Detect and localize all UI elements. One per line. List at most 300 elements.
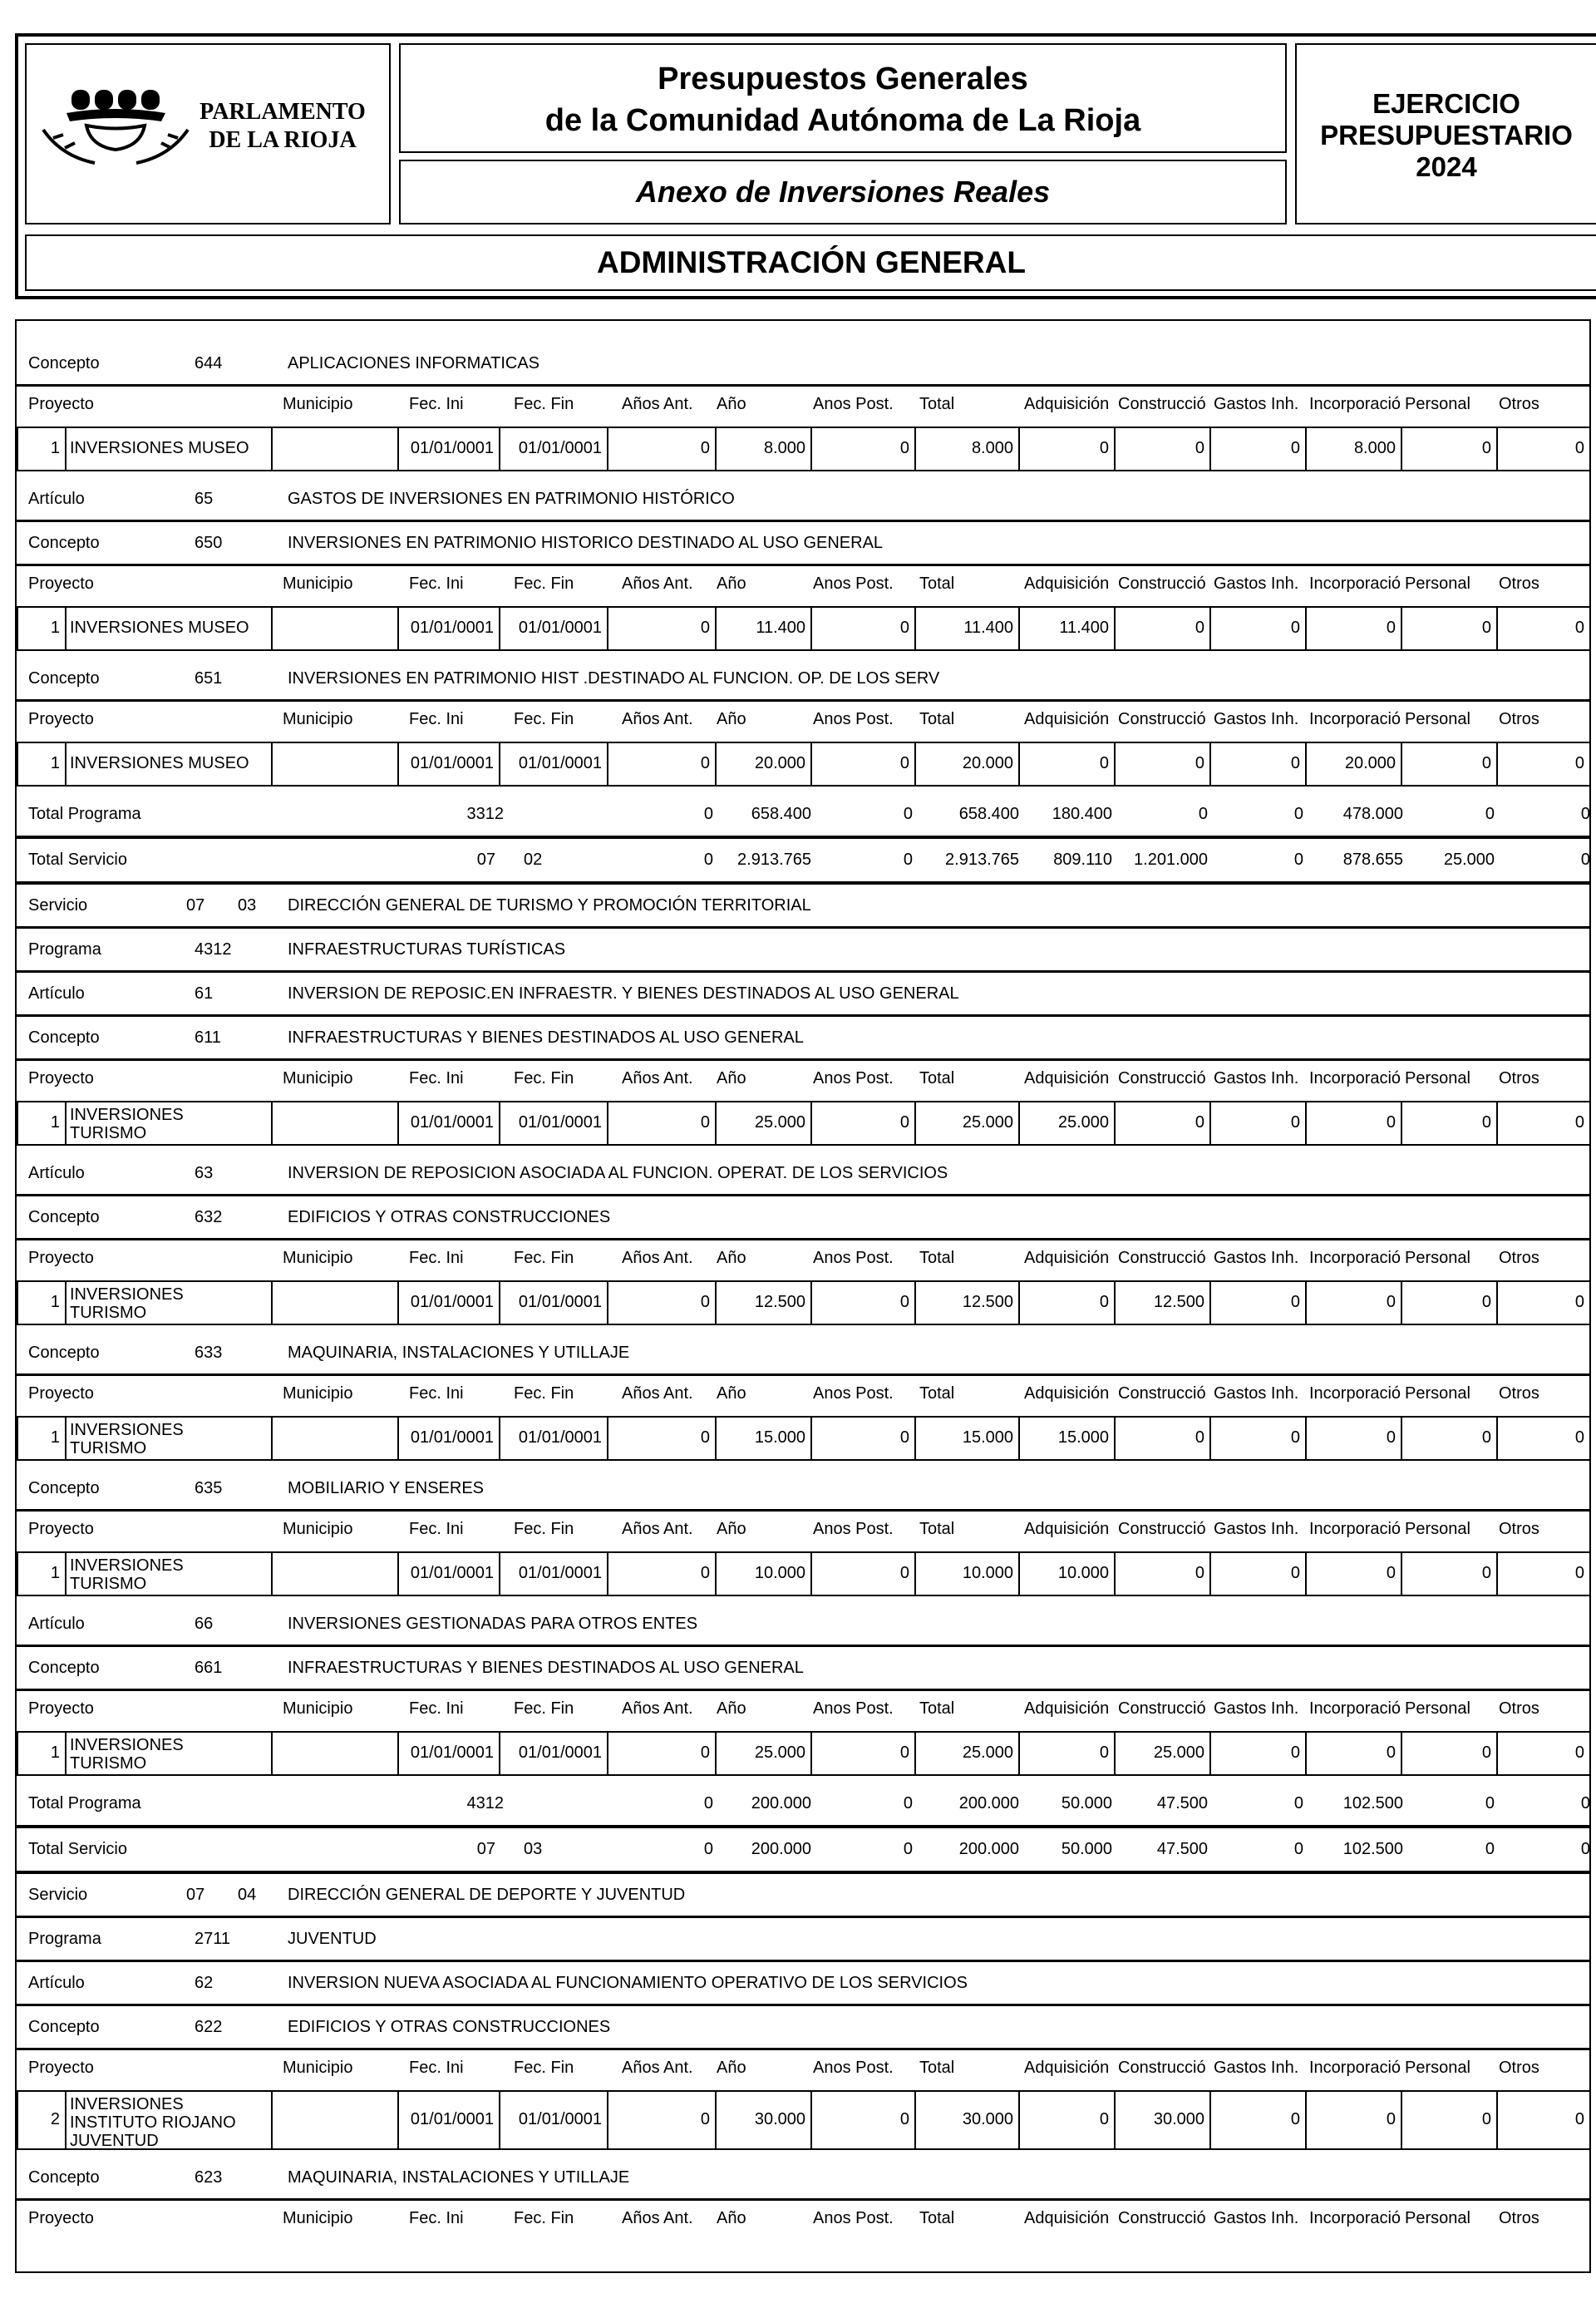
row-label: Programa (28, 940, 101, 959)
project-cell (715, 606, 812, 651)
row-code: 633 (195, 1344, 223, 1362)
fiscal-year-box (1295, 43, 1596, 224)
project-cell (397, 1101, 500, 1146)
total-value: 200.000 (751, 1794, 811, 1812)
project-cell (65, 2090, 273, 2150)
row-separator (17, 2198, 1589, 2201)
project-cell (17, 742, 66, 787)
column-header-11: Gastos Inh. (1214, 2059, 1299, 2077)
column-header-12: Incorporació (1309, 1699, 1401, 1718)
project-cell (1496, 1280, 1591, 1325)
fiscal-year-line-2: PRESUPUESTARIO (1320, 120, 1573, 150)
column-header-5: Años Ant. (622, 1699, 693, 1718)
project-cell (1496, 1731, 1591, 1776)
project-name-line: INVERSIONES MUSEO (70, 754, 249, 772)
project-value-incorporaci-: 0 (1386, 2110, 1396, 2128)
project-value-adquisici-n: 0 (1099, 754, 1109, 772)
row-label: Concepto (28, 1659, 100, 1677)
project-cell (65, 1101, 273, 1146)
column-header-14: Otros (1499, 1384, 1539, 1403)
project-cell (65, 1280, 273, 1325)
project-name-line: TURISMO (70, 1439, 147, 1457)
project-cell (1401, 427, 1498, 471)
row-description: INVERSION DE REPOSICION ASOCIADA AL FUNCION. OPERAT. DE LOS SERVICIOS (288, 1164, 948, 1182)
row-label: Concepto (28, 1208, 100, 1226)
project-cell (1401, 1551, 1498, 1596)
row-label: Concepto (28, 669, 100, 688)
column-header-10: Construcció (1118, 1249, 1206, 1267)
project-cell (65, 1551, 273, 1596)
row-separator (17, 564, 1589, 566)
project-value-a-o: 11.400 (756, 619, 805, 637)
column-header-11: Gastos Inh. (1214, 395, 1299, 413)
total-value: 658.400 (751, 805, 811, 823)
project-value-otros: 0 (1574, 1428, 1584, 1447)
project-end-date: 01/01/0001 (518, 1743, 602, 1762)
column-header-6: Año (717, 575, 746, 593)
project-cell (810, 1101, 916, 1146)
total-separator (17, 836, 1589, 839)
row-label: Concepto (28, 1479, 100, 1497)
total-label: Total Servicio (28, 851, 127, 869)
project-name (70, 1421, 184, 1457)
project-cell (271, 1551, 399, 1596)
column-header-8: Total (919, 1249, 955, 1267)
column-header-7: Anos Post. (813, 2209, 894, 2227)
column-header-10: Construcció (1118, 2059, 1206, 2077)
project-start-date: 01/01/0001 (410, 619, 494, 637)
column-header-12: Incorporació (1309, 1069, 1401, 1087)
project-cell (397, 427, 500, 471)
project-name-line: INVERSIONES (70, 1736, 184, 1754)
project-cell (271, 742, 399, 787)
row-code: 635 (195, 1479, 223, 1497)
project-cell (499, 742, 608, 787)
column-header-10: Construcció (1118, 1699, 1206, 1718)
project-cell (607, 742, 717, 787)
row-description: EDIFICIOS Y OTRAS CONSTRUCCIONES (288, 1208, 611, 1226)
total-value: 0 (703, 851, 713, 869)
total-value: 47.500 (1156, 1840, 1208, 1858)
project-value-adquisici-n: 0 (1099, 1743, 1109, 1762)
project-cell (65, 742, 273, 787)
project-cell (607, 1551, 717, 1596)
project-cell (499, 1280, 608, 1325)
row-description: JUVENTUD (288, 1930, 377, 1948)
project-cell (1018, 427, 1116, 471)
project-cell (715, 2090, 812, 2150)
total-value: 878.655 (1342, 851, 1403, 869)
project-value-a-os-ant-: 0 (700, 1293, 710, 1311)
project-end-date: 01/01/0001 (518, 1428, 602, 1447)
project-value-a-os-ant-: 0 (700, 619, 710, 637)
project-cell (1401, 1101, 1498, 1146)
column-header-6: Año (717, 1249, 746, 1267)
column-header-6: Año (717, 2059, 746, 2077)
project-cell (271, 427, 399, 471)
column-header-5: Años Ant. (622, 1069, 693, 1087)
total-code-2: 02 (524, 851, 543, 869)
project-value-total: 10.000 (962, 1564, 1013, 1582)
project-name (70, 1556, 184, 1593)
project-name-line: INVERSIONES (70, 2095, 184, 2113)
total-value: 0 (1485, 1840, 1495, 1858)
total-label: Total Servicio (28, 1840, 127, 1858)
column-header-11: Gastos Inh. (1214, 2209, 1299, 2227)
column-header-8: Total (919, 1699, 955, 1718)
project-value-otros: 0 (1574, 619, 1584, 637)
project-value-otros: 0 (1574, 1564, 1584, 1582)
project-cell (397, 606, 500, 651)
project-cell (397, 1551, 500, 1596)
column-header-13: Personal (1405, 575, 1470, 593)
project-value-adquisici-n: 11.400 (1059, 619, 1109, 637)
row-description: DIRECCIÓN GENERAL DE TURISMO Y PROMOCIÓN TERRITORIAL (288, 896, 811, 915)
row-code: 2711 (195, 1930, 231, 1948)
project-cell (1496, 1551, 1591, 1596)
row-code: 651 (195, 669, 223, 688)
column-header-7: Anos Post. (813, 1699, 894, 1718)
project-cell (1018, 1416, 1116, 1461)
project-cell (914, 427, 1020, 471)
total-separator (17, 1871, 1589, 1874)
project-cell (397, 1416, 500, 1461)
project-name-line: INVERSIONES (70, 1285, 184, 1304)
column-header-7: Anos Post. (813, 1384, 894, 1403)
total-value: 180.400 (1052, 805, 1112, 823)
row-code-2: 03 (238, 896, 257, 915)
column-header-14: Otros (1499, 575, 1539, 593)
project-cell (17, 1101, 66, 1146)
project-cell (1114, 1101, 1211, 1146)
row-description: MOBILIARIO Y ENSERES (288, 1479, 485, 1497)
column-header-4: Fec. Fin (514, 1520, 574, 1538)
project-number: 1 (50, 1743, 60, 1762)
project-cell (715, 427, 812, 471)
project-number: 1 (50, 1564, 60, 1582)
project-cell (1114, 2090, 1211, 2150)
project-value-anos-post-: 0 (899, 1743, 909, 1762)
row-label: Concepto (28, 1028, 100, 1047)
project-cell (1496, 606, 1591, 651)
project-cell (17, 606, 66, 651)
total-value: 1.201.000 (1134, 851, 1208, 869)
column-header-4: Fec. Fin (514, 1384, 574, 1403)
project-value-adquisici-n: 0 (1099, 439, 1109, 457)
total-label: Total Programa (28, 805, 141, 823)
row-label: Programa (28, 1930, 101, 1948)
project-cell (499, 1101, 608, 1146)
total-separator (17, 881, 1589, 885)
column-header-7: Anos Post. (813, 1520, 894, 1538)
project-cell (810, 606, 916, 651)
column-header-14: Otros (1499, 1069, 1539, 1087)
project-cell (1018, 606, 1116, 651)
column-header-14: Otros (1499, 1520, 1539, 1538)
project-end-date: 01/01/0001 (518, 2110, 602, 2128)
total-value: 200.000 (958, 1794, 1019, 1812)
row-separator (17, 1194, 1589, 1196)
project-value-personal: 0 (1481, 1564, 1491, 1582)
project-cell (271, 1280, 399, 1325)
row-separator (17, 926, 1589, 929)
column-header-11: Gastos Inh. (1214, 1069, 1299, 1087)
project-value-anos-post-: 0 (899, 1113, 909, 1132)
total-value: 102.500 (1342, 1794, 1403, 1812)
project-value-total: 11.400 (963, 619, 1013, 637)
project-cell (914, 1551, 1020, 1596)
column-header-13: Personal (1405, 2209, 1470, 2227)
row-description: GASTOS DE INVERSIONES EN PATRIMONIO HISTÓRICO (288, 490, 735, 508)
project-cell (397, 2090, 500, 2150)
row-code: 63 (195, 1164, 214, 1182)
total-code-2: 03 (524, 1840, 543, 1858)
column-header-6: Año (717, 1699, 746, 1718)
total-value: 0 (703, 1794, 713, 1812)
column-header-11: Gastos Inh. (1214, 1699, 1299, 1718)
column-header-2: Municipio (283, 1384, 353, 1403)
row-separator (17, 1014, 1589, 1017)
row-label: Artículo (28, 984, 85, 1003)
project-value-a-os-ant-: 0 (700, 1743, 710, 1762)
project-cell (1209, 427, 1307, 471)
column-header-7: Anos Post. (813, 575, 894, 593)
project-cell (1209, 2090, 1307, 2150)
project-cell (607, 1731, 717, 1776)
project-value-personal: 0 (1481, 2110, 1491, 2128)
total-value: 0 (1580, 1840, 1590, 1858)
row-description: DIRECCIÓN GENERAL DE DEPORTE Y JUVENTUD (288, 1886, 686, 1904)
project-cell (499, 606, 608, 651)
column-header-13: Personal (1405, 1249, 1470, 1267)
total-value: 478.000 (1342, 805, 1403, 823)
project-name-line: INVERSIONES (70, 1421, 184, 1439)
project-value-gastos-inh-: 0 (1290, 619, 1300, 637)
column-header-4: Fec. Fin (514, 575, 574, 593)
row-separator (17, 699, 1589, 702)
project-cell (1114, 1280, 1211, 1325)
column-header-4: Fec. Fin (514, 2209, 574, 2227)
row-description: INVERSIONES EN PATRIMONIO HIST .DESTINADO AL FUNCION. OP. DE LOS SERV (288, 669, 940, 688)
column-header-13: Personal (1405, 1520, 1470, 1538)
project-value-adquisici-n: 25.000 (1057, 1113, 1109, 1132)
project-value-otros: 0 (1574, 1113, 1584, 1132)
row-label: Servicio (28, 1886, 88, 1904)
project-value-otros: 0 (1574, 439, 1584, 457)
document-subtitle: Anexo de Inversiones Reales (399, 160, 1287, 224)
project-value-a-o: 15.000 (754, 1428, 805, 1447)
column-header-6: Año (717, 1384, 746, 1403)
project-cell (1209, 742, 1307, 787)
project-cell (1305, 2090, 1402, 2150)
project-cell (607, 1280, 717, 1325)
project-number: 1 (50, 439, 60, 457)
project-cell (397, 742, 500, 787)
column-header-3: Fec. Ini (409, 575, 464, 593)
project-value-gastos-inh-: 0 (1290, 1564, 1300, 1582)
project-value-a-o: 25.000 (754, 1743, 805, 1762)
project-value-construcci-: 0 (1195, 439, 1204, 457)
column-header-5: Años Ant. (622, 2209, 693, 2227)
project-cell (1114, 1551, 1211, 1596)
row-code: 4312 (195, 940, 232, 959)
total-value: 658.400 (958, 805, 1019, 823)
project-end-date: 01/01/0001 (518, 754, 602, 772)
total-value: 0 (1198, 805, 1208, 823)
column-header-14: Otros (1499, 2209, 1539, 2227)
project-cell (914, 742, 1020, 787)
fiscal-year-line-1: EJERCICIO (1372, 88, 1520, 119)
row-label: Concepto (28, 2168, 100, 2187)
project-cell (65, 427, 273, 471)
project-value-a-os-ant-: 0 (700, 439, 710, 457)
total-value: 200.000 (751, 1840, 811, 1858)
column-header-3: Fec. Ini (409, 1699, 464, 1718)
column-header-10: Construcció (1118, 1520, 1206, 1538)
project-value-a-os-ant-: 0 (700, 1564, 710, 1582)
column-header-2: Municipio (283, 1249, 353, 1267)
project-cell (1401, 1280, 1498, 1325)
total-label: Total Programa (28, 1794, 141, 1812)
row-description: INFRAESTRUCTURAS TURÍSTICAS (288, 940, 566, 959)
project-cell (17, 427, 66, 471)
project-cell (715, 1101, 812, 1146)
project-value-incorporaci-: 0 (1386, 619, 1396, 637)
row-separator (17, 384, 1589, 387)
row-code: 611 (195, 1028, 221, 1047)
column-header-2: Municipio (283, 1069, 353, 1087)
column-header-1: Proyecto (28, 2059, 94, 2077)
project-cell (1018, 1551, 1116, 1596)
project-cell (1496, 742, 1591, 787)
project-cell (1305, 1551, 1402, 1596)
column-header-6: Año (717, 710, 746, 728)
project-end-date: 01/01/0001 (518, 439, 602, 457)
project-cell (271, 2090, 399, 2150)
project-cell (1305, 1731, 1402, 1776)
column-header-2: Municipio (283, 2059, 353, 2077)
column-header-13: Personal (1405, 1069, 1470, 1087)
project-value-gastos-inh-: 0 (1290, 1743, 1300, 1762)
total-code: 07 (476, 851, 495, 869)
project-cell (17, 1416, 66, 1461)
project-start-date: 01/01/0001 (410, 1113, 494, 1132)
column-header-3: Fec. Ini (409, 1069, 464, 1087)
project-value-construcci-: 30.000 (1153, 2110, 1204, 2128)
project-cell (1114, 1731, 1211, 1776)
total-value: 0 (903, 851, 913, 869)
column-header-9: Adquisición (1024, 1069, 1110, 1087)
column-header-2: Municipio (283, 395, 353, 413)
total-value: 2.913.765 (945, 851, 1019, 869)
column-header-6: Año (717, 395, 746, 413)
total-value: 0 (903, 1840, 913, 1858)
total-value: 0 (1293, 805, 1303, 823)
column-header-9: Adquisición (1024, 1520, 1110, 1538)
project-value-a-o: 12.500 (754, 1293, 805, 1311)
column-header-6: Año (717, 1520, 746, 1538)
project-cell (810, 742, 916, 787)
project-value-incorporaci-: 0 (1386, 1113, 1396, 1132)
row-description: EDIFICIOS Y OTRAS CONSTRUCCIONES (288, 2018, 611, 2036)
project-value-anos-post-: 0 (899, 619, 909, 637)
row-separator (17, 1238, 1589, 1240)
project-cell (914, 2090, 1020, 2150)
column-header-9: Adquisición (1024, 1699, 1110, 1718)
project-cell (271, 1416, 399, 1461)
column-header-9: Adquisición (1024, 395, 1110, 413)
project-name (70, 1106, 184, 1142)
project-name-line: TURISMO (70, 1754, 147, 1773)
project-start-date: 01/01/0001 (410, 1564, 494, 1582)
column-header-12: Incorporació (1309, 1520, 1401, 1538)
project-name-line: INVERSIONES (70, 1556, 184, 1575)
column-header-1: Proyecto (28, 1520, 94, 1538)
project-cell (1305, 427, 1402, 471)
row-code: 07 (186, 896, 205, 915)
project-cell (1114, 1416, 1211, 1461)
project-value-incorporaci-: 8.000 (1353, 439, 1396, 457)
total-value: 25.000 (1443, 851, 1495, 869)
project-value-construcci-: 12.500 (1153, 1293, 1204, 1311)
column-header-14: Otros (1499, 710, 1539, 728)
project-value-construcci-: 0 (1195, 1564, 1204, 1582)
row-code: 650 (195, 534, 223, 552)
project-end-date: 01/01/0001 (518, 1293, 602, 1311)
column-header-3: Fec. Ini (409, 395, 464, 413)
column-header-9: Adquisición (1024, 575, 1110, 593)
project-cell (1496, 2090, 1591, 2150)
project-cell (607, 1101, 717, 1146)
row-label: Artículo (28, 490, 85, 508)
project-cell (1209, 1416, 1307, 1461)
row-description: INVERSIONES GESTIONADAS PARA OTROS ENTES (288, 1615, 698, 1633)
column-header-10: Construcció (1118, 395, 1206, 413)
project-start-date: 01/01/0001 (410, 754, 494, 772)
project-value-gastos-inh-: 0 (1290, 1428, 1300, 1447)
project-value-gastos-inh-: 0 (1290, 754, 1300, 772)
project-cell (397, 1731, 500, 1776)
column-header-7: Anos Post. (813, 1249, 894, 1267)
project-value-personal: 0 (1481, 1428, 1491, 1447)
project-cell (1209, 606, 1307, 651)
column-header-14: Otros (1499, 395, 1539, 413)
project-cell (1305, 742, 1402, 787)
project-number: 1 (50, 754, 60, 772)
project-value-construcci-: 0 (1195, 619, 1204, 637)
total-value: 0 (1580, 805, 1590, 823)
project-value-otros: 0 (1574, 754, 1584, 772)
row-code: 661 (195, 1659, 223, 1677)
project-name (70, 1285, 184, 1322)
column-header-11: Gastos Inh. (1214, 1249, 1299, 1267)
project-cell (17, 1280, 66, 1325)
project-cell (1401, 1416, 1498, 1461)
project-start-date: 01/01/0001 (410, 439, 494, 457)
row-code: 622 (195, 2018, 223, 2036)
total-code: 3312 (466, 805, 504, 823)
project-cell (1401, 606, 1498, 651)
column-header-12: Incorporació (1309, 2059, 1401, 2077)
column-header-5: Años Ant. (622, 2059, 693, 2077)
project-value-total: 12.500 (962, 1293, 1013, 1311)
column-header-11: Gastos Inh. (1214, 575, 1299, 593)
project-cell (810, 2090, 916, 2150)
project-cell (607, 1416, 717, 1461)
column-header-13: Personal (1405, 710, 1470, 728)
column-header-13: Personal (1405, 1699, 1470, 1718)
row-separator (17, 1960, 1589, 1962)
